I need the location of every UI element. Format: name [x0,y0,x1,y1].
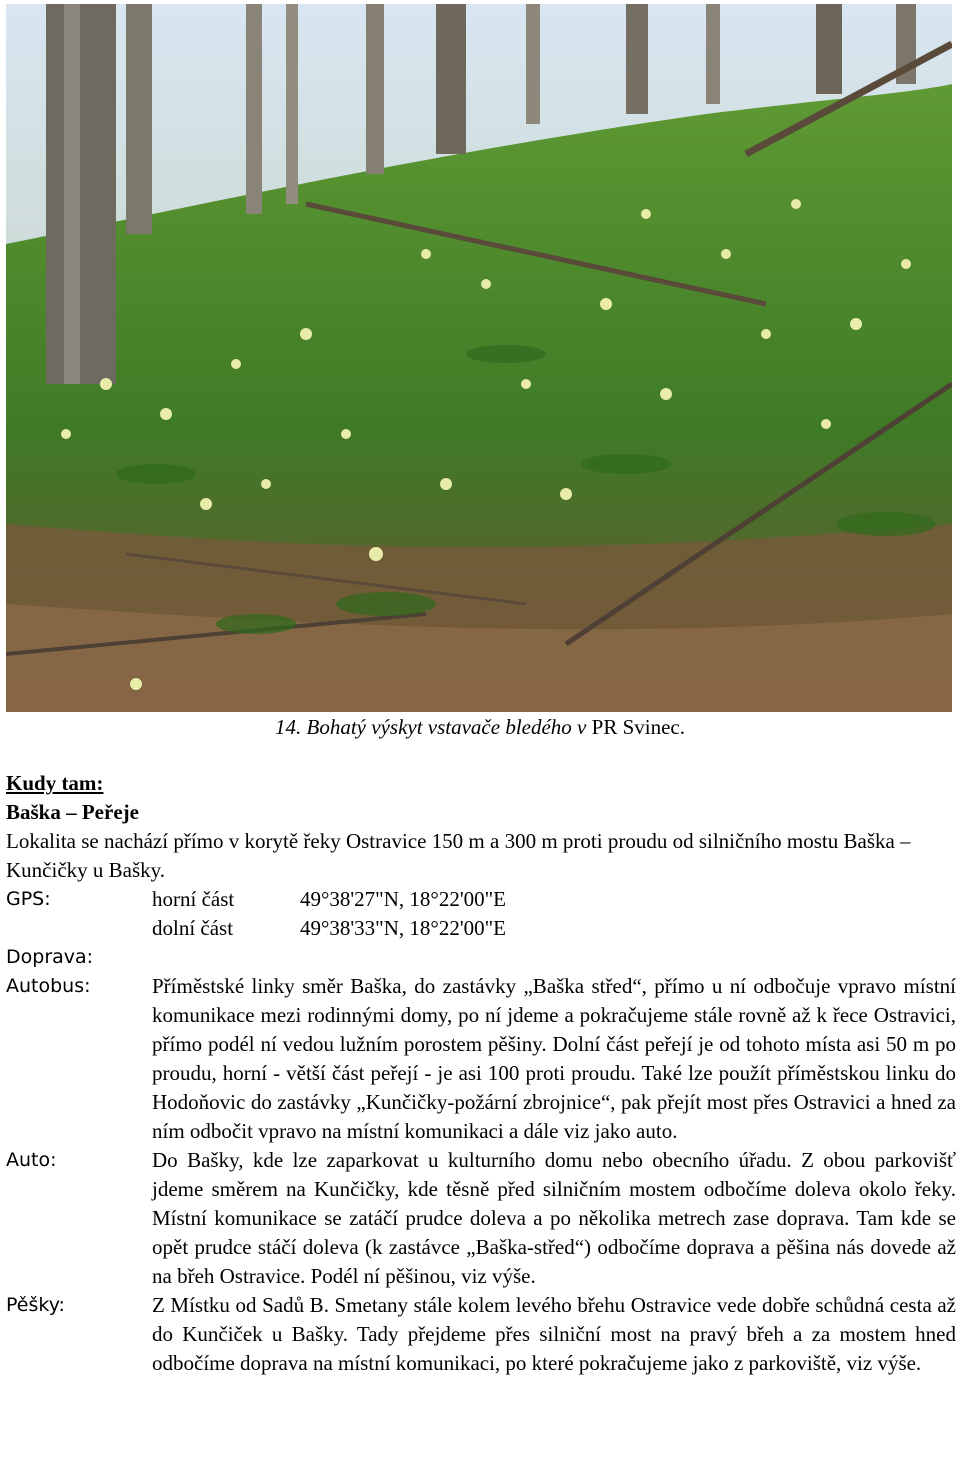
caption-rest: PR Svinec. [591,715,685,739]
car-label: Auto: [6,1149,57,1171]
gps-row-upper [6,885,956,914]
walk-row [6,1291,956,1378]
location-intro: Lokalita se nachází přímo v korytě řeky Ostravice 150 m a 300 m proti proudu od silničního mostu Baška – Kunčičky u Bašky. [6,829,911,882]
photo-caption [0,715,960,740]
transport-label: Doprava: [6,946,94,968]
bus-text: Příměstské linky směr Baška, do zastávky „Baška střed“, přímo u ní odbočuje vpravo místní komunikace mezi rodinnými domy, po ní jdeme a pokračujeme stále rovně až k řece Ostravici, přímo podél ní vedou lužním porostem pěšiny. Dolní část peřejí je od tohoto místa asi 50 m po proudu, horní - větší část peřejí - je asi 100 proti proudu. Také lze použít příměstskou linku do Hodoňovic do zastávky „Kunčičky-požární zbrojnice“, pak přejít most přes Ostravici a hned za ním odbočit vpravo na místní komunikaci a dále viz jako auto. [152,974,956,1143]
bus-row [6,972,956,1146]
forest-orchid-photo [6,4,952,712]
location-title: Baška – Peřeje [6,800,139,824]
car-text: Do Bašky, kde lze zaparkovat u kulturního domu nebo obecního úřadu. Z obou parkovišť jdeme směrem na Kunčičky, kde těsně před silničním mostem odbočíme doleva okolo řeky. Místní komunikace se zatáčí prudce doleva a po několika metrech zase doprava. Tam kde se opět prudce stáčí doleva (k zastávce „Baška-střed“) odbočíme doprava a pěšina nás dovede až na břeh Ostravice. Podél ní pěšinou, viz výše. [152,1148,956,1288]
caption-italic: 14. Bohatý výskyt vstavače bledého v [275,715,587,739]
gps-coords-lower: 49°38'33"N, 18°22'00"E [300,916,507,940]
walk-text: Z Místku od Sadů B. Smetany stále kolem levého břehu Ostravice vede dobře schůdná cesta až do Kunčiček u Bašky. Tady přejdeme přes silniční most na pravý břeh a za mostem hned odbočíme doprava na místní komunikaci, po které pokračujeme jako z parkoviště, viz výše. [152,1293,956,1375]
bus-label: Autobus: [6,975,91,997]
car-row [6,1146,956,1291]
gps-row-lower [6,914,956,943]
gps-coords-upper: 49°38'27"N, 18°22'00"E [300,887,507,911]
gps-part-lower: dolní část [152,916,234,940]
walk-label: Pěšky: [6,1294,65,1316]
gps-label: GPS: [6,888,51,910]
gps-part-upper: horní část [152,887,235,911]
photo-illustration [6,4,952,712]
directions-section [6,769,956,1378]
section-heading: Kudy tam: [6,771,104,795]
